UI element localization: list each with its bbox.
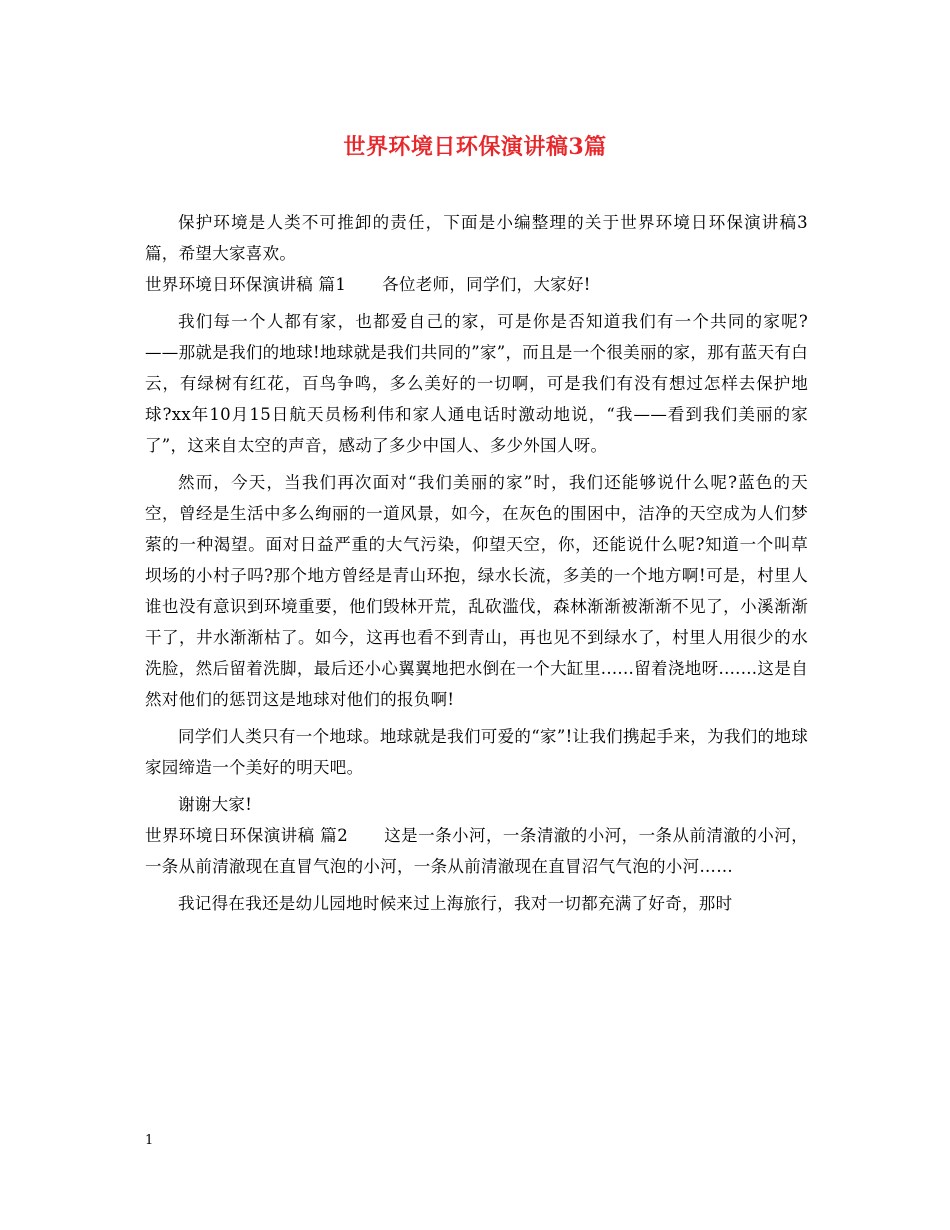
page-number: 1 xyxy=(145,1133,154,1148)
paragraph-1: 我们每一个人都有家，也都爱自己的家，可是你是否知道我们有一个共同的家呢?——那就是我们的地球!地球就是我们共同的”家”，而且是一个很美丽的家，那有蓝天有白云，有绿树有红花，百鸟争鸣，多么美好的一切啊，可是我们有没有想过怎样去保护地球?xx年10月15日航天员杨利伟和家人通电话时激动地说，“我——看到我们美丽的家了”，这来自太空的声音，感动了多少中国人、多少外国人呀。 xyxy=(145,312,808,455)
section-1-heading: 世界环境日环保演讲稿 篇1 xyxy=(145,275,347,294)
section-2-text: 这是一条小河，一条清澈的小河，一条从前清澈的小河，一条从前清澈现在直冒气泡的小河，一条从前清澈现在直冒沼气气泡的小河…… xyxy=(145,826,808,876)
intro-paragraph: 保护环境是人类不可推卸的责任，下面是小编整理的关于世界环境日环保演讲稿3篇，希望大家喜欢。 xyxy=(145,213,808,263)
document-title: 世界环境日环保演讲稿3篇 xyxy=(343,134,607,160)
paragraph-4: 谢谢大家! xyxy=(178,795,253,814)
paragraph-3: 同学们人类只有一个地球。地球就是我们可爱的“家”!让我们携起手来，为我们的地球家园缔造一个美好的明天吧。 xyxy=(145,727,808,777)
section-2-paragraph xyxy=(145,820,808,882)
section-1-greeting: 各位老师，同学们，大家好! xyxy=(382,275,591,294)
document-body xyxy=(145,207,808,919)
paragraph-2: 然而，今天，当我们再次面对“我们美丽的家”时，我们还能够说什么呢?蓝色的天空，曾经是生活中多么绚丽的一道风景，如今，在灰色的围困中，洁净的天空成为人们梦萦的一种渴望。面对日益严重的大气污染，仰望天空，你，还能说什么呢?知道一个叫草坝场的小村子吗?那个地方曾经是青山环抱，绿水长流，多美的一个地方啊!可是，村里人谁也没有意识到环境重要，他们毁林开荒，乱砍滥伐，森林渐渐被渐渐不见了，小溪渐渐干了，井水渐渐枯了。如今，这再也看不到青山，再也见不到绿水了，村里人用很少的水洗脸，然后留着洗脚，最后还小心翼翼地把水倒在一个大缸里......留着浇地呀.......这是自然对他们的惩罚这是地球对他们的报负啊! xyxy=(145,473,808,709)
section-1-line xyxy=(145,269,808,300)
section-2-heading: 世界环境日环保演讲稿 篇2 xyxy=(145,826,349,845)
paragraph-5: 我记得在我还是幼儿园地时候来过上海旅行，我对一切都充满了好奇，那时 xyxy=(178,894,733,913)
